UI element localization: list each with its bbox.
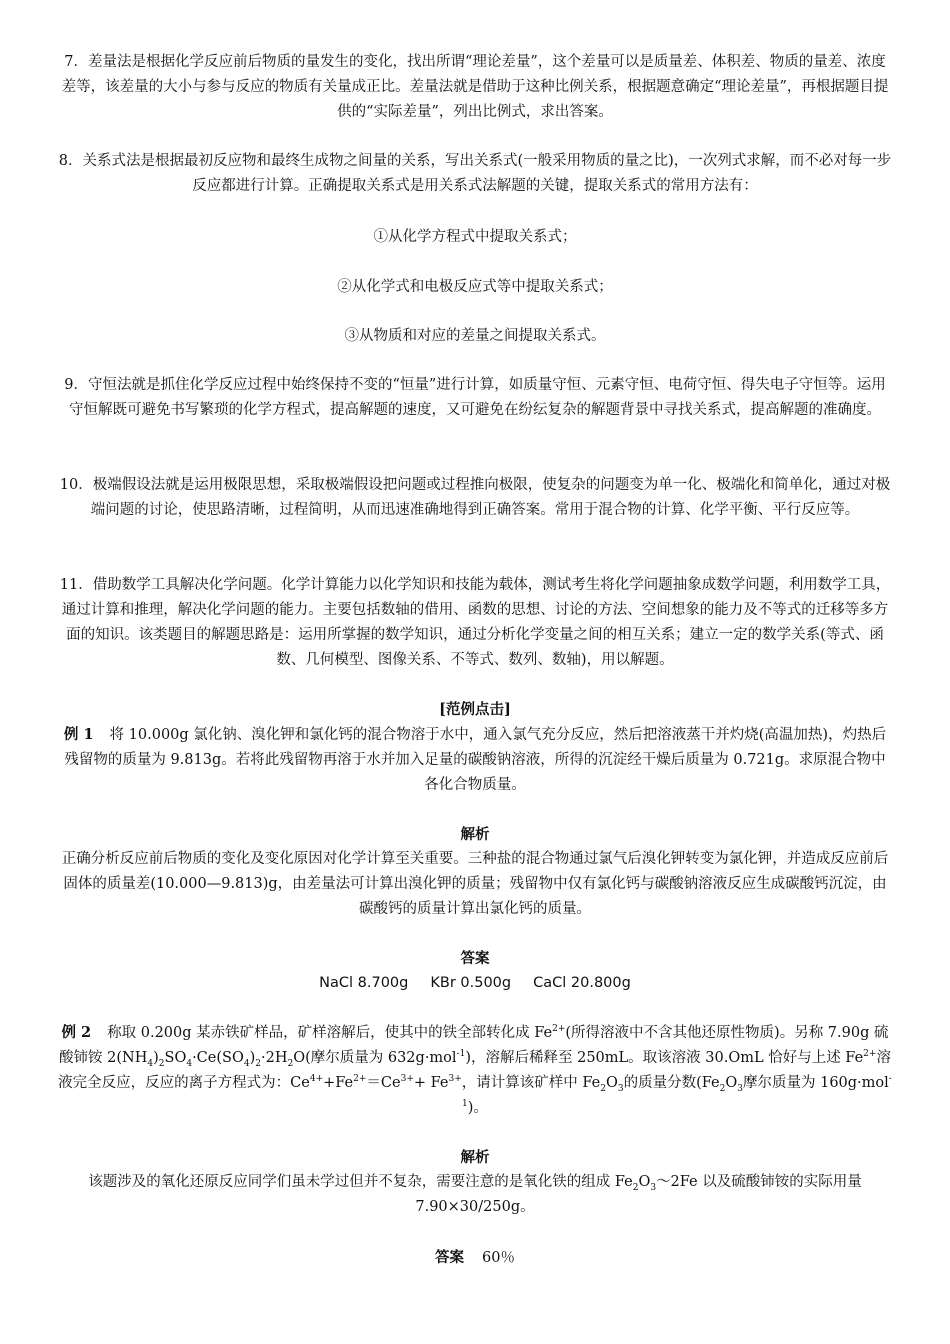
paragraph-number: 7． xyxy=(64,54,88,70)
answer-1 xyxy=(58,971,892,996)
example-text: O(摩尔质量为 632g·mol xyxy=(293,1050,457,1066)
example-text: O xyxy=(605,1075,618,1091)
charge: 2+ xyxy=(552,1024,566,1035)
charge: 3+ xyxy=(400,1074,414,1085)
analysis-text-1: 正确分析反应前后物质的变化及变化原因对化学计算至关重要。三种盐的混合物通过氯气后溴化钾转变为氯化钾，并造成反应前后固体的质量差(10.000—9.813)g，由差量法可计算出溴化钾的质量；残留物中仅有氯化钙与碳酸钠溶液反应生成碳酸钙沉淀，由碳酸钙的质量计算出氯化钙的质量。 xyxy=(61,851,889,917)
method-1: ①从化学方程式中提取关系式； xyxy=(373,229,577,245)
answer-title-2: 答案 xyxy=(435,1249,465,1266)
subscript: 2 xyxy=(600,1083,606,1094)
example-text: ·Ce(SO xyxy=(192,1050,244,1066)
paragraph-number: 9． xyxy=(64,377,88,393)
example-text: 称取 0.200g 某赤铁矿样品，矿样溶解后，使其中的铁全部转化成 Fe xyxy=(107,1025,553,1041)
charge: 4+ xyxy=(309,1074,324,1085)
example-text: 摩尔质量为 160g·mol xyxy=(742,1075,889,1091)
section-title: [范例点击] xyxy=(439,701,511,718)
analysis-text: O xyxy=(638,1174,651,1190)
example-text: 的质量分数(Fe xyxy=(623,1075,720,1091)
subscript: 2 xyxy=(632,1182,639,1193)
example-text: 将 10.000g 氯化钠、溴化钾和氯化钙的混合物溶于水中，通入氯气充分反应，然后把溶液蒸干并灼烧(高温加热)，灼热后残留物的质量为 9.813g。若将此残留物再溶于水并加入足量的碳酸钠溶液，所得的沉淀经干燥后质量为 0.721g。求原混合物中各化合物质量。 xyxy=(64,727,887,793)
exponent: -1 xyxy=(456,1049,466,1060)
example-text: + Fe xyxy=(413,1075,449,1091)
exponent: -1 xyxy=(462,1074,892,1110)
paragraph-11 xyxy=(58,573,892,673)
example-text: ·2H xyxy=(260,1050,288,1066)
answer-cacl: CaCl 20.800g xyxy=(533,975,631,991)
subscript: 3 xyxy=(617,1083,624,1094)
analysis-text: 该题涉及的氧化还原反应同学们虽未学过但并不复杂，需要注意的是氧化铁的组成 Fe xyxy=(88,1174,633,1190)
example-text: )。 xyxy=(467,1100,488,1116)
subscript: 2 xyxy=(287,1058,294,1069)
example-text: ，请计算该矿样中 Fe xyxy=(461,1075,601,1091)
subscript: 2 xyxy=(255,1058,261,1069)
paragraph-10 xyxy=(58,473,892,523)
example-text: ) xyxy=(249,1050,256,1066)
subscript: 4 xyxy=(147,1058,154,1069)
paragraph-text: 差量法是根据化学反应前后物质的量发生的变化，找出所谓“理论差量”，这个差量可以是质量差、体积差、物质的量差、浓度差等，该差量的大小与参与反应的物质有关量成正比。差量法就是借助于这种比例关系，根据题意确定“理论差量”，再根据题目提供的“实际差量”，列出比例式，求出答案。 xyxy=(61,54,889,120)
answer-value-2: 60％ xyxy=(482,1250,515,1266)
example-text: (所得溶液中不含其他还原性物质)。另称 7.90g 硫酸铈铵 2(NH xyxy=(59,1025,889,1066)
charge: 3+ xyxy=(448,1074,462,1085)
answer-nacl: NaCl 8.700g xyxy=(319,975,409,991)
example-label: 例 2 xyxy=(61,1024,92,1041)
charge: 2+ xyxy=(353,1074,367,1085)
paragraph-text: 极端假设法就是运用极限思想，采取极端假设把问题或过程推向极限，使复杂的问题变为单一化、极端化和简单化，通过对极端问题的讨论，使思路清晰，过程简明，从而迅速准确地得到正确答案。常用于混合物的计算、化学平衡、平行反应等。 xyxy=(90,477,891,518)
paragraph-text: 关系式法是根据最初反应物和最终生成物之间量的关系，写出关系式(一般采用物质的量之比)，一次列式求解，而不必对每一步反应都进行计算。正确提取关系式是用关系式法解题的关键，提取关系式的常用方法有： xyxy=(82,153,892,194)
example-text: SO xyxy=(164,1050,187,1066)
paragraph-9 xyxy=(58,373,892,423)
subscript: 4 xyxy=(243,1058,250,1069)
subscript: 2 xyxy=(719,1083,726,1094)
paragraph-8 xyxy=(58,149,892,199)
answer-kbr: KBr 0.500g xyxy=(430,975,512,991)
subscript: 3 xyxy=(650,1182,657,1193)
method-3: ③从物质和对应的差量之间提取关系式。 xyxy=(344,328,606,344)
example-text: O xyxy=(725,1075,738,1091)
paragraph-number: 10． xyxy=(59,477,93,493)
paragraph-text: 借助数学工具解决化学问题。化学计算能力以化学知识和技能为载体，测试考生将化学问题抽象成数学问题，利用数学工具，通过计算和推理，解决化学问题的能力。主要包括数轴的借用、函数的思想、讨论的方法、空间想象的能力及不等式的迁移等多方面的知识。该类题目的解题思路是：运用所掌握的数学知识，通过分析化学变量之间的相互关系；建立一定的数学关系(等式、函数、几何模型、图像关系、不等式、数列、数轴)，用以解题。 xyxy=(61,577,891,668)
example-text: 溶液完全反应，反应的离子方程式为：Ce xyxy=(58,1050,891,1091)
example-2 xyxy=(58,1020,892,1121)
paragraph-number: 11． xyxy=(59,577,93,593)
answer-2 xyxy=(58,1245,892,1271)
answer-title-1: 答案 xyxy=(460,950,490,967)
paragraph-number: 8． xyxy=(58,153,83,169)
paragraph-7 xyxy=(58,50,892,125)
paragraph-text: 守恒法就是抓住化学反应过程中始终保持不变的“恒量”进行计算，如质量守恒、元素守恒、电荷守恒、得失电子守恒等。运用守恒解既可避免书写繁琐的化学方程式，提高解题的速度，又可避免在纷纭复杂的解题背景中寻找关系式，提高解题的准确度。 xyxy=(69,377,886,418)
subscript: 3 xyxy=(737,1083,743,1094)
example-text: ) xyxy=(153,1050,159,1066)
subscript: 4 xyxy=(186,1058,193,1069)
analysis-title-2: 解析 xyxy=(460,1149,490,1166)
example-1 xyxy=(58,722,892,798)
example-text: ＝Ce xyxy=(366,1075,401,1091)
example-label: 例 1 xyxy=(63,726,94,743)
subscript: 2 xyxy=(158,1058,165,1069)
charge: 2+ xyxy=(863,1049,877,1060)
analysis-text: ～2Fe 以及硫酸铈铵的实际用量 7.90×30/250g。 xyxy=(415,1174,862,1215)
analysis-text-2 xyxy=(58,1170,892,1220)
example-text: +Fe xyxy=(323,1075,354,1091)
method-2: ②从化学式和电极反应式等中提取关系式； xyxy=(337,279,613,295)
analysis-title-1: 解析 xyxy=(460,826,490,843)
example-text: )，溶解后稀释至 250mL。取该溶液 30.OmL 恰好与上述 Fe xyxy=(465,1050,864,1066)
